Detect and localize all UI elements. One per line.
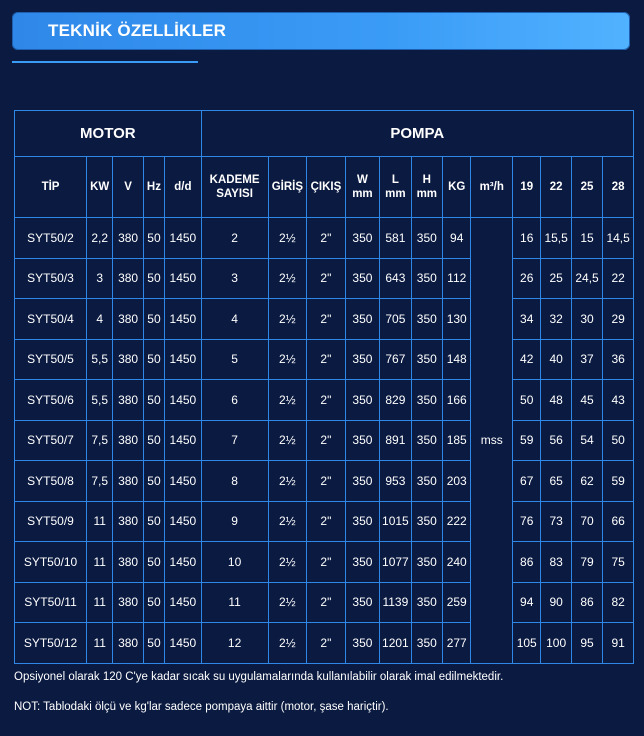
- col-q3: 25: [571, 157, 602, 218]
- cell-h: 350: [411, 623, 442, 664]
- cell-q3: 62: [571, 461, 602, 502]
- cell-q4: 14,5: [603, 218, 634, 259]
- cell-cikis: 2": [307, 582, 346, 623]
- cell-head-unit: mss: [471, 218, 513, 664]
- cell-giris: 2½: [268, 380, 307, 421]
- cell-hz: 50: [143, 258, 164, 299]
- cell-kademe: 12: [201, 623, 268, 664]
- table-row: [15, 501, 634, 542]
- cell-kg: 259: [443, 582, 471, 623]
- cell-tip: SYT50/8: [15, 461, 87, 502]
- cell-kg: 240: [443, 542, 471, 583]
- cell-q2: 48: [541, 380, 571, 421]
- cell-tip: SYT50/11: [15, 582, 87, 623]
- cell-dd: 1450: [165, 542, 202, 583]
- cell-l: 1015: [380, 501, 411, 542]
- cell-l: 581: [380, 218, 411, 259]
- table-row: [15, 542, 634, 583]
- cell-q4: 82: [603, 582, 634, 623]
- cell-q3: 45: [571, 380, 602, 421]
- cell-dd: 1450: [165, 582, 202, 623]
- cell-q2: 32: [541, 299, 571, 340]
- cell-cikis: 2": [307, 542, 346, 583]
- cell-hz: 50: [143, 218, 164, 259]
- cell-giris: 2½: [268, 542, 307, 583]
- cell-h: 350: [411, 461, 442, 502]
- cell-kademe: 9: [201, 501, 268, 542]
- cell-kg: 203: [443, 461, 471, 502]
- cell-v: 380: [113, 258, 143, 299]
- cell-w: 350: [345, 380, 379, 421]
- cell-kg: 148: [443, 339, 471, 380]
- col-kademe-line1: KADEME: [209, 174, 260, 186]
- group-header-row: [15, 111, 634, 157]
- cell-cikis: 2": [307, 501, 346, 542]
- cell-kw: 7,5: [87, 461, 113, 502]
- cell-giris: 2½: [268, 623, 307, 664]
- pompa-group-header: POMPA: [201, 111, 633, 157]
- cell-q2: 25: [541, 258, 571, 299]
- cell-cikis: 2": [307, 380, 346, 421]
- cell-q4: 66: [603, 501, 634, 542]
- col-h-unit: mm: [416, 188, 438, 200]
- col-cikis: ÇIKIŞ: [307, 157, 346, 218]
- cell-kw: 11: [87, 623, 113, 664]
- cell-kw: 4: [87, 299, 113, 340]
- cell-w: 350: [345, 299, 379, 340]
- cell-q1: 76: [513, 501, 541, 542]
- cell-kademe: 7: [201, 420, 268, 461]
- cell-v: 380: [113, 380, 143, 421]
- column-header-row: [15, 157, 634, 218]
- cell-q2: 15,5: [541, 218, 571, 259]
- cell-tip: SYT50/4: [15, 299, 87, 340]
- col-flow: m³/h: [471, 157, 513, 218]
- col-w: [345, 157, 379, 218]
- cell-dd: 1450: [165, 420, 202, 461]
- cell-h: 350: [411, 582, 442, 623]
- cell-kademe: 5: [201, 339, 268, 380]
- cell-hz: 50: [143, 623, 164, 664]
- cell-q1: 105: [513, 623, 541, 664]
- table-row: [15, 299, 634, 340]
- cell-q4: 91: [603, 623, 634, 664]
- col-l-label: L: [391, 174, 399, 186]
- table-row: [15, 420, 634, 461]
- spec-table-body: [15, 218, 634, 664]
- cell-hz: 50: [143, 501, 164, 542]
- cell-w: 350: [345, 542, 379, 583]
- cell-w: 350: [345, 501, 379, 542]
- cell-kg: 94: [443, 218, 471, 259]
- cell-dd: 1450: [165, 501, 202, 542]
- cell-tip: SYT50/9: [15, 501, 87, 542]
- cell-w: 350: [345, 461, 379, 502]
- cell-v: 380: [113, 461, 143, 502]
- table-row: [15, 623, 634, 664]
- cell-w: 350: [345, 218, 379, 259]
- cell-v: 380: [113, 339, 143, 380]
- cell-kg: 185: [443, 420, 471, 461]
- cell-hz: 50: [143, 339, 164, 380]
- cell-dd: 1450: [165, 299, 202, 340]
- page-title: TEKNİK ÖZELLİKLER: [48, 21, 227, 40]
- table-row: [15, 582, 634, 623]
- note-weights: NOT: Tablodaki ölçü ve kg'lar sadece pompaya aittir (motor, şase hariçtir).: [14, 701, 389, 713]
- cell-kg: 222: [443, 501, 471, 542]
- cell-hz: 50: [143, 380, 164, 421]
- cell-giris: 2½: [268, 218, 307, 259]
- col-kademe-line2: SAYISI: [216, 188, 253, 200]
- cell-kademe: 8: [201, 461, 268, 502]
- cell-h: 350: [411, 339, 442, 380]
- cell-h: 350: [411, 420, 442, 461]
- cell-q3: 30: [571, 299, 602, 340]
- cell-q3: 15: [571, 218, 602, 259]
- cell-l: 891: [380, 420, 411, 461]
- table-row: [15, 339, 634, 380]
- cell-hz: 50: [143, 542, 164, 583]
- cell-q3: 95: [571, 623, 602, 664]
- note-optional: Opsiyonel olarak 120 C'ye kadar sıcak su uygulamalarında kullanılabilir olarak imal edilmektedir.: [14, 671, 504, 683]
- cell-tip: SYT50/7: [15, 420, 87, 461]
- cell-tip: SYT50/2: [15, 218, 87, 259]
- cell-q1: 26: [513, 258, 541, 299]
- cell-q1: 34: [513, 299, 541, 340]
- cell-kademe: 10: [201, 542, 268, 583]
- col-kademe: [201, 157, 268, 218]
- col-w-label: W: [356, 174, 368, 186]
- cell-kw: 11: [87, 542, 113, 583]
- cell-q2: 40: [541, 339, 571, 380]
- table-row: [15, 380, 634, 421]
- cell-q1: 59: [513, 420, 541, 461]
- cell-q4: 43: [603, 380, 634, 421]
- cell-v: 380: [113, 218, 143, 259]
- cell-q4: 36: [603, 339, 634, 380]
- cell-kg: 130: [443, 299, 471, 340]
- cell-giris: 2½: [268, 339, 307, 380]
- table-row: [15, 218, 634, 259]
- cell-dd: 1450: [165, 623, 202, 664]
- spec-table: [14, 110, 634, 664]
- cell-q2: 83: [541, 542, 571, 583]
- table-row: [15, 258, 634, 299]
- cell-q3: 37: [571, 339, 602, 380]
- cell-tip: SYT50/5: [15, 339, 87, 380]
- col-hz: Hz: [143, 157, 164, 218]
- cell-q4: 59: [603, 461, 634, 502]
- cell-dd: 1450: [165, 339, 202, 380]
- cell-l: 1077: [380, 542, 411, 583]
- title-banner: [12, 12, 630, 50]
- cell-kademe: 3: [201, 258, 268, 299]
- cell-cikis: 2": [307, 258, 346, 299]
- cell-kw: 7,5: [87, 420, 113, 461]
- cell-q1: 42: [513, 339, 541, 380]
- cell-dd: 1450: [165, 218, 202, 259]
- col-h: [411, 157, 442, 218]
- col-kg: KG: [443, 157, 471, 218]
- cell-kw: 3: [87, 258, 113, 299]
- cell-q3: 54: [571, 420, 602, 461]
- col-tip: TİP: [15, 157, 87, 218]
- cell-w: 350: [345, 582, 379, 623]
- cell-q4: 75: [603, 542, 634, 583]
- cell-giris: 2½: [268, 420, 307, 461]
- cell-q1: 67: [513, 461, 541, 502]
- cell-tip: SYT50/6: [15, 380, 87, 421]
- cell-h: 350: [411, 542, 442, 583]
- cell-cikis: 2": [307, 339, 346, 380]
- cell-v: 380: [113, 623, 143, 664]
- col-l: [380, 157, 411, 218]
- cell-kademe: 2: [201, 218, 268, 259]
- cell-h: 350: [411, 501, 442, 542]
- cell-kg: 112: [443, 258, 471, 299]
- col-giris: GİRİŞ: [268, 157, 307, 218]
- cell-v: 380: [113, 582, 143, 623]
- cell-hz: 50: [143, 461, 164, 502]
- cell-l: 1201: [380, 623, 411, 664]
- cell-kw: 2,2: [87, 218, 113, 259]
- cell-hz: 50: [143, 420, 164, 461]
- cell-tip: SYT50/3: [15, 258, 87, 299]
- cell-dd: 1450: [165, 380, 202, 421]
- cell-giris: 2½: [268, 501, 307, 542]
- cell-q1: 94: [513, 582, 541, 623]
- cell-q2: 73: [541, 501, 571, 542]
- cell-cikis: 2": [307, 623, 346, 664]
- cell-giris: 2½: [268, 299, 307, 340]
- cell-giris: 2½: [268, 258, 307, 299]
- cell-cikis: 2": [307, 218, 346, 259]
- cell-q4: 22: [603, 258, 634, 299]
- cell-q4: 50: [603, 420, 634, 461]
- cell-cikis: 2": [307, 299, 346, 340]
- cell-l: 829: [380, 380, 411, 421]
- cell-q3: 79: [571, 542, 602, 583]
- cell-giris: 2½: [268, 461, 307, 502]
- col-q4: 28: [603, 157, 634, 218]
- col-dd: d/d: [165, 157, 202, 218]
- cell-kg: 166: [443, 380, 471, 421]
- cell-q3: 24,5: [571, 258, 602, 299]
- cell-h: 350: [411, 218, 442, 259]
- cell-l: 705: [380, 299, 411, 340]
- cell-q3: 86: [571, 582, 602, 623]
- cell-kademe: 4: [201, 299, 268, 340]
- cell-giris: 2½: [268, 582, 307, 623]
- cell-w: 350: [345, 258, 379, 299]
- cell-h: 350: [411, 380, 442, 421]
- cell-kw: 11: [87, 501, 113, 542]
- col-w-unit: mm: [352, 188, 373, 200]
- col-l-unit: mm: [385, 188, 406, 200]
- cell-l: 643: [380, 258, 411, 299]
- cell-kw: 5,5: [87, 339, 113, 380]
- cell-kademe: 11: [201, 582, 268, 623]
- cell-hz: 50: [143, 582, 164, 623]
- cell-q4: 29: [603, 299, 634, 340]
- cell-h: 350: [411, 299, 442, 340]
- cell-l: 953: [380, 461, 411, 502]
- cell-w: 350: [345, 420, 379, 461]
- cell-kg: 277: [443, 623, 471, 664]
- cell-dd: 1450: [165, 258, 202, 299]
- table-row: [15, 461, 634, 502]
- cell-v: 380: [113, 299, 143, 340]
- cell-q1: 86: [513, 542, 541, 583]
- cell-kw: 11: [87, 582, 113, 623]
- cell-cikis: 2": [307, 420, 346, 461]
- cell-w: 350: [345, 339, 379, 380]
- cell-v: 380: [113, 542, 143, 583]
- col-q1: 19: [513, 157, 541, 218]
- cell-q3: 70: [571, 501, 602, 542]
- cell-q2: 65: [541, 461, 571, 502]
- cell-q1: 16: [513, 218, 541, 259]
- cell-dd: 1450: [165, 461, 202, 502]
- cell-tip: SYT50/10: [15, 542, 87, 583]
- cell-v: 380: [113, 501, 143, 542]
- cell-v: 380: [113, 420, 143, 461]
- cell-q2: 56: [541, 420, 571, 461]
- cell-q2: 100: [541, 623, 571, 664]
- cell-q2: 90: [541, 582, 571, 623]
- cell-hz: 50: [143, 299, 164, 340]
- col-q2: 22: [541, 157, 571, 218]
- cell-cikis: 2": [307, 461, 346, 502]
- cell-tip: SYT50/12: [15, 623, 87, 664]
- title-underline: [12, 61, 198, 63]
- cell-kademe: 6: [201, 380, 268, 421]
- cell-l: 767: [380, 339, 411, 380]
- cell-kw: 5,5: [87, 380, 113, 421]
- col-h-label: H: [422, 174, 431, 186]
- cell-l: 1139: [380, 582, 411, 623]
- motor-group-header: MOTOR: [15, 111, 202, 157]
- col-kw: KW: [87, 157, 113, 218]
- cell-h: 350: [411, 258, 442, 299]
- cell-w: 350: [345, 623, 379, 664]
- cell-q1: 50: [513, 380, 541, 421]
- col-v: V: [113, 157, 143, 218]
